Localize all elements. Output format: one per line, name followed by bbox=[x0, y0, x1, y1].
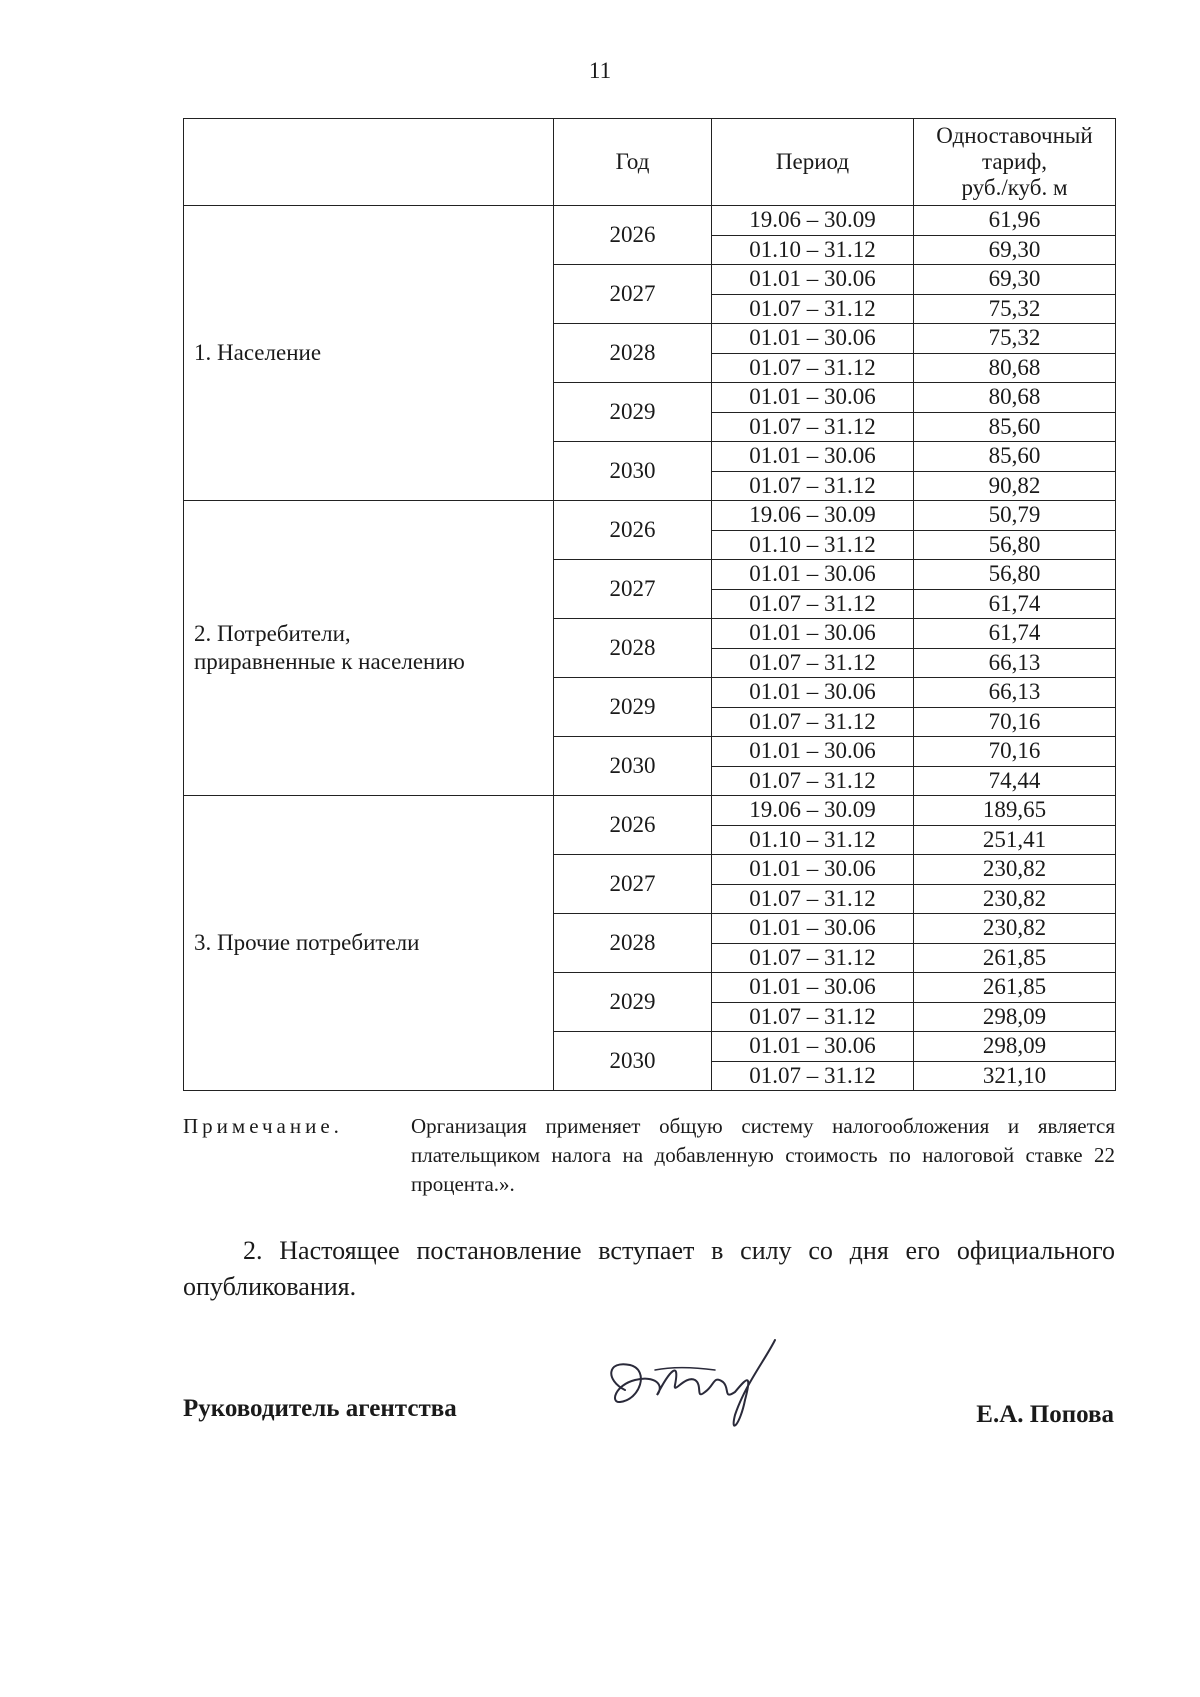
year-cell: 2028 bbox=[554, 619, 712, 678]
year-cell: 2027 bbox=[554, 265, 712, 324]
year-cell: 2029 bbox=[554, 678, 712, 737]
clause-2: 2. Настоящее постановление вступает в силу со дня его официального опубликования. bbox=[183, 1236, 1115, 1301]
header-tariff-line: тариф, bbox=[981, 149, 1047, 174]
category-cell bbox=[184, 796, 554, 1091]
category-label-line: 3. Прочие потребители bbox=[194, 930, 420, 955]
period-cell: 01.01 – 30.06 bbox=[712, 560, 914, 590]
tariff-cell: 66,13 bbox=[914, 648, 1116, 678]
period-cell: 01.01 – 30.06 bbox=[712, 1032, 914, 1062]
category-label-line: приравненные к населению bbox=[194, 649, 465, 674]
table-row bbox=[184, 206, 1116, 236]
year-cell: 2030 bbox=[554, 737, 712, 796]
year-cell: 2027 bbox=[554, 855, 712, 914]
tariff-cell: 61,74 bbox=[914, 589, 1116, 619]
period-cell: 01.01 – 30.06 bbox=[712, 737, 914, 767]
tariff-cell: 230,82 bbox=[914, 884, 1116, 914]
tariff-cell: 261,85 bbox=[914, 973, 1116, 1003]
tariff-cell: 75,32 bbox=[914, 324, 1116, 354]
header-tariff-line: Одноставочный bbox=[936, 123, 1093, 148]
tariff-cell: 61,74 bbox=[914, 619, 1116, 649]
tariff-cell: 56,80 bbox=[914, 560, 1116, 590]
period-cell: 01.01 – 30.06 bbox=[712, 324, 914, 354]
tariff-cell: 261,85 bbox=[914, 943, 1116, 973]
period-cell: 01.01 – 30.06 bbox=[712, 914, 914, 944]
tariff-cell: 80,68 bbox=[914, 353, 1116, 383]
year-cell: 2030 bbox=[554, 442, 712, 501]
year-cell: 2030 bbox=[554, 1032, 712, 1091]
tariff-cell: 70,16 bbox=[914, 707, 1116, 737]
tariff-cell: 66,13 bbox=[914, 678, 1116, 708]
table-row bbox=[184, 501, 1116, 531]
table-header-row bbox=[184, 119, 1116, 206]
period-cell: 01.01 – 30.06 bbox=[712, 265, 914, 295]
year-cell: 2028 bbox=[554, 914, 712, 973]
period-cell: 01.07 – 31.12 bbox=[712, 943, 914, 973]
tariff-cell: 298,09 bbox=[914, 1002, 1116, 1032]
period-cell: 01.01 – 30.06 bbox=[712, 678, 914, 708]
header-year: Год bbox=[554, 119, 712, 206]
period-cell: 19.06 – 30.09 bbox=[712, 796, 914, 826]
year-cell: 2026 bbox=[554, 501, 712, 560]
tariff-cell: 230,82 bbox=[914, 855, 1116, 885]
tariff-cell: 90,82 bbox=[914, 471, 1116, 501]
period-cell: 01.07 – 31.12 bbox=[712, 766, 914, 796]
note-label: Примечание. bbox=[183, 1114, 343, 1138]
period-cell: 01.07 – 31.12 bbox=[712, 294, 914, 324]
year-cell: 2027 bbox=[554, 560, 712, 619]
period-cell: 01.01 – 30.06 bbox=[712, 973, 914, 1003]
period-cell: 01.10 – 31.12 bbox=[712, 825, 914, 855]
period-cell: 01.07 – 31.12 bbox=[712, 1002, 914, 1032]
period-cell: 01.01 – 30.06 bbox=[712, 619, 914, 649]
category-label-line: 1. Население bbox=[194, 340, 322, 365]
tariff-cell: 69,30 bbox=[914, 265, 1116, 295]
year-cell: 2026 bbox=[554, 796, 712, 855]
signatory-name: Е.А. Попова bbox=[976, 1401, 1114, 1428]
year-cell: 2026 bbox=[554, 206, 712, 265]
tariff-cell: 61,96 bbox=[914, 206, 1116, 236]
year-cell: 2029 bbox=[554, 383, 712, 442]
tariff-cell: 85,60 bbox=[914, 412, 1116, 442]
period-cell: 01.07 – 31.12 bbox=[712, 471, 914, 501]
category-cell bbox=[184, 206, 554, 501]
handwritten-signature bbox=[595, 1330, 795, 1440]
tariff-cell: 50,79 bbox=[914, 501, 1116, 531]
signatory-title: Руководитель агентства bbox=[183, 1395, 457, 1422]
period-cell: 01.07 – 31.12 bbox=[712, 884, 914, 914]
header-tariff-line: руб./куб. м bbox=[961, 175, 1068, 200]
period-cell: 01.01 – 30.06 bbox=[712, 855, 914, 885]
period-cell: 01.07 – 31.12 bbox=[712, 707, 914, 737]
category-cell bbox=[184, 501, 554, 796]
header-category bbox=[184, 119, 554, 206]
tariff-table-body bbox=[184, 206, 1116, 1091]
tariff-cell: 56,80 bbox=[914, 530, 1116, 560]
period-cell: 01.07 – 31.12 bbox=[712, 353, 914, 383]
period-cell: 01.07 – 31.12 bbox=[712, 589, 914, 619]
period-cell: 19.06 – 30.09 bbox=[712, 501, 914, 531]
tariff-cell: 74,44 bbox=[914, 766, 1116, 796]
tariff-cell: 230,82 bbox=[914, 914, 1116, 944]
period-cell: 01.07 – 31.12 bbox=[712, 1061, 914, 1091]
category-label-line: 2. Потребители, bbox=[194, 621, 351, 646]
period-cell: 01.10 – 31.12 bbox=[712, 530, 914, 560]
tariff-cell: 298,09 bbox=[914, 1032, 1116, 1062]
page-number: 11 bbox=[588, 58, 612, 83]
year-cell: 2029 bbox=[554, 973, 712, 1032]
tariff-table bbox=[183, 118, 1116, 1091]
year-cell: 2028 bbox=[554, 324, 712, 383]
tariff-cell: 75,32 bbox=[914, 294, 1116, 324]
period-cell: 01.07 – 31.12 bbox=[712, 412, 914, 442]
period-cell: 19.06 – 30.09 bbox=[712, 206, 914, 236]
note-text: Организация применяет общую систему налогообложения и является плательщиком налога на добавленную стоимость по налоговой ставке 22 процента.». bbox=[411, 1114, 1115, 1196]
tariff-cell: 80,68 bbox=[914, 383, 1116, 413]
tariff-cell: 70,16 bbox=[914, 737, 1116, 767]
tariff-cell: 251,41 bbox=[914, 825, 1116, 855]
tariff-cell: 69,30 bbox=[914, 235, 1116, 265]
tariff-cell: 321,10 bbox=[914, 1061, 1116, 1091]
header-tariff bbox=[914, 119, 1116, 206]
tariff-cell: 189,65 bbox=[914, 796, 1116, 826]
period-cell: 01.01 – 30.06 bbox=[712, 383, 914, 413]
tariff-cell: 85,60 bbox=[914, 442, 1116, 472]
header-period: Период bbox=[712, 119, 914, 206]
period-cell: 01.10 – 31.12 bbox=[712, 235, 914, 265]
period-cell: 01.07 – 31.12 bbox=[712, 648, 914, 678]
period-cell: 01.01 – 30.06 bbox=[712, 442, 914, 472]
table-row bbox=[184, 796, 1116, 826]
